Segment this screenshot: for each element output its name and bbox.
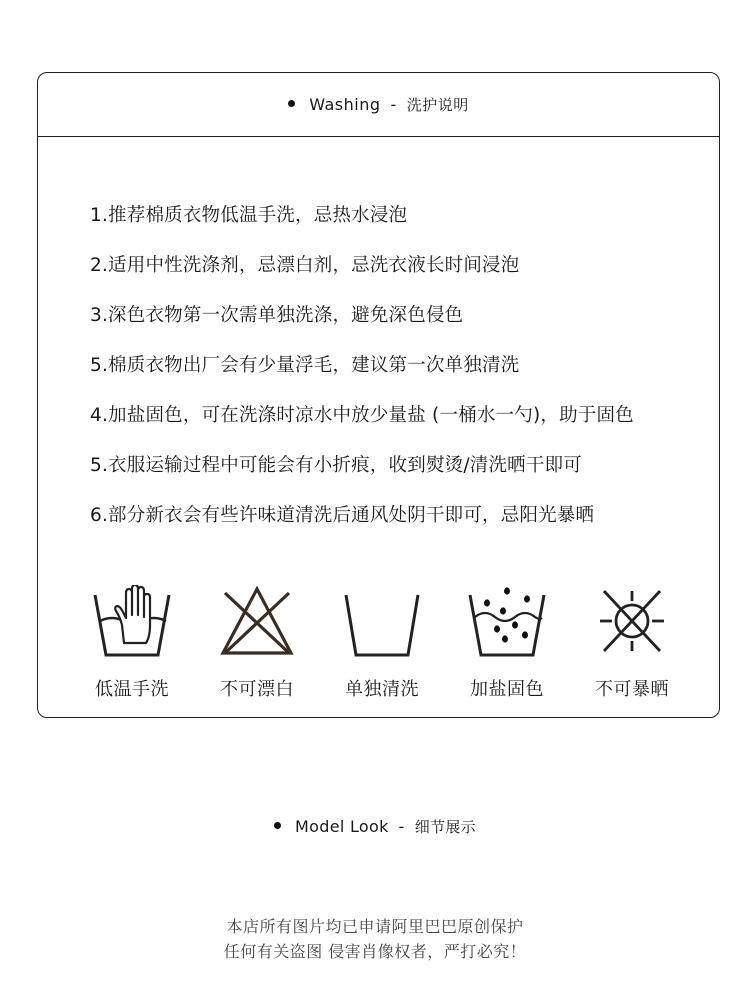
care-title-en: Washing bbox=[309, 95, 381, 114]
model-look-title bbox=[0, 816, 750, 837]
no-sun-icon bbox=[592, 585, 672, 657]
care-instruction-item: 2.适用中性洗涤剂，忌漂白剂，忌洗衣液长时间浸泡 bbox=[90, 255, 520, 276]
hand-wash-icon bbox=[92, 585, 172, 657]
no-bleach-icon bbox=[217, 585, 297, 657]
care-instruction-item: 3.深色衣物第一次需单独洗涤，避免深色侵色 bbox=[90, 305, 464, 326]
symbol-label: 单独清洗 bbox=[345, 679, 419, 700]
care-symbol-no-bleach bbox=[197, 585, 317, 701]
salt-wash-icon bbox=[467, 585, 547, 657]
care-instruction-item: 1.推荐棉质衣物低温手洗，忌热水浸泡 bbox=[90, 205, 408, 226]
care-instruction-item: 6.部分新衣会有些许味道清洗后通风处阴干即可，忌阳光暴晒 bbox=[90, 505, 595, 526]
care-symbol-salt-wash bbox=[447, 585, 567, 701]
model-title-cn: 细节展示 bbox=[414, 818, 476, 836]
care-symbol-wash-tub bbox=[322, 585, 442, 701]
care-symbol-no-sun bbox=[572, 585, 692, 701]
model-title-separator: - bbox=[398, 817, 405, 836]
notice-line-1: 本店所有图片均已申请阿里巴巴原创保护 bbox=[226, 917, 524, 936]
care-instructions-list bbox=[90, 201, 634, 551]
care-title-cn: 洗护说明 bbox=[406, 96, 469, 114]
care-title-separator: - bbox=[390, 95, 397, 114]
model-title-en: Model Look bbox=[295, 817, 389, 836]
symbol-label: 不可漂白 bbox=[220, 679, 294, 700]
care-card-header bbox=[38, 73, 719, 137]
symbol-label: 加盐固色 bbox=[470, 679, 544, 700]
care-symbol-hand-wash bbox=[72, 585, 192, 701]
bullet-dot-icon bbox=[288, 100, 295, 107]
symbol-label: 不可暴晒 bbox=[595, 679, 669, 700]
copyright-notice bbox=[0, 914, 750, 964]
bullet-dot-icon bbox=[274, 822, 281, 829]
washing-care-card bbox=[37, 72, 720, 718]
care-instruction-item: 5.棉质衣物出厂会有少量浮毛，建议第一次单独清洗 bbox=[90, 355, 520, 376]
notice-line-2: 任何有关盗图 侵害肖像权者，严打必究！ bbox=[223, 942, 527, 961]
care-symbols-row bbox=[38, 585, 719, 705]
symbol-label: 低温手洗 bbox=[95, 679, 169, 700]
wash-tub-icon bbox=[342, 585, 422, 657]
care-instruction-item: 4.加盐固色，可在洗涤时凉水中放少量盐 (一桶水一勺)，助于固色 bbox=[90, 405, 634, 426]
care-instruction-item: 5.衣服运输过程中可能会有小折痕，收到熨烫/清洗晒干即可 bbox=[90, 455, 582, 476]
